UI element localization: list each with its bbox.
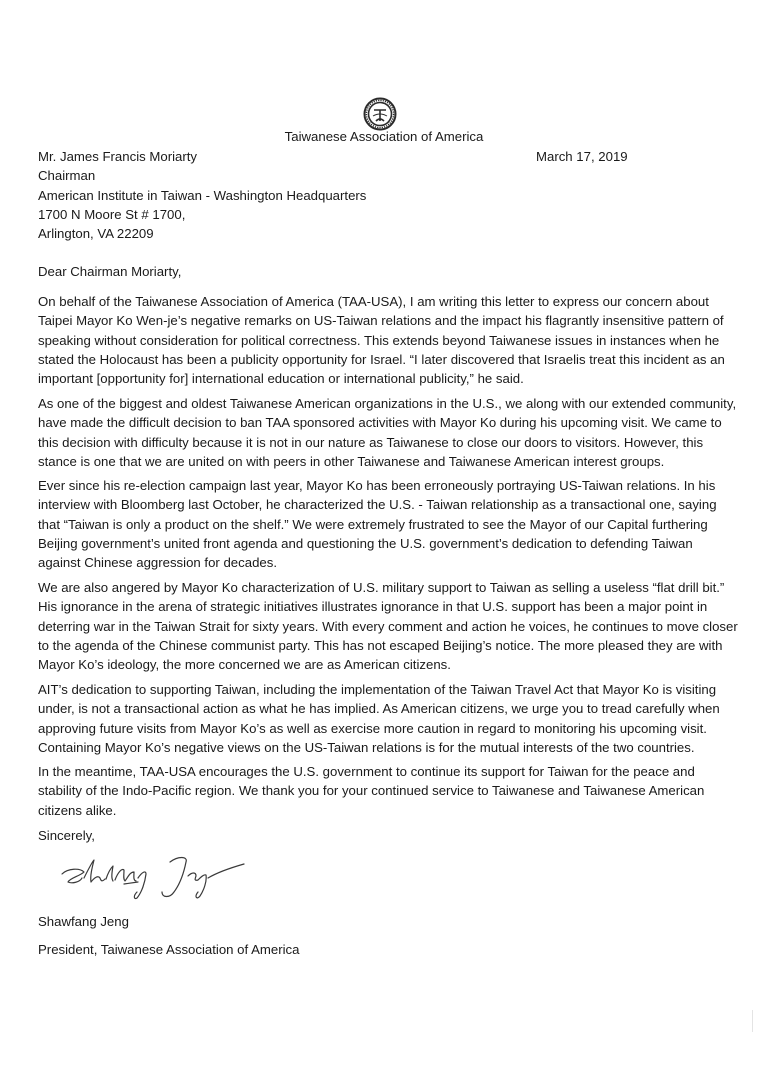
paragraph-line: Taipei Mayor Ko Wen-je’s negative remarks on US-Taiwan relations and the impact his flagrantly insensitive pattern of	[38, 313, 724, 329]
paragraph-line: have made the difficult decision to ban TAA sponsored activities with Mayor Ko during his upcoming visit. We came to	[38, 415, 722, 431]
paragraph-line: As one of the biggest and oldest Taiwanese American organizations in the U.S., we along with our extended community,	[38, 396, 737, 411]
recipient-title: Chairman	[38, 168, 96, 184]
paragraph-line: stated the Holocaust has been a publicity opportunity for Israel. “I later discovered that Israelis treat this incident as an	[38, 351, 725, 367]
paragraph-line: under, is not a transactional action as what he has implied. As American citizens, we urge you to tread carefully when	[38, 701, 720, 717]
paragraph-line: On behalf of the Taiwanese Association of America (TAA-USA), I am writing this letter to express our concern about	[38, 294, 709, 309]
paragraph-line: citizens alike.	[38, 802, 117, 818]
paragraph-line: stance is one that we are united on with peers in other Taiwanese and Taiwanese American interest groups.	[38, 453, 665, 469]
page-edge-mark	[752, 1010, 753, 1032]
recipient-address	[38, 147, 366, 243]
paragraph-line: against Chinese aggression for decades.	[38, 555, 277, 571]
paragraph-line: speaking without consideration for political correctness. This extends beyond Taiwanese issues in instances when he	[38, 332, 720, 348]
paragraph-line: approving future visits from Mayor Ko’s as well as exercise more caution in regard to monitoring his upcoming visit.	[38, 720, 707, 736]
body-paragraph	[38, 292, 730, 388]
letter-date: March 17, 2019	[536, 149, 628, 164]
paragraph-line: this decision with difficulty because it is not in our nature as Taiwanese to close our doors to visitors. However, this	[38, 434, 704, 450]
body-paragraph	[38, 762, 730, 820]
body-paragraph	[38, 578, 738, 674]
organization-seal-icon	[363, 97, 397, 131]
signer-name: Shawfang Jeng	[38, 914, 129, 929]
paragraph-line: interview with Bloomberg last October, he characterized the U.S. - Taiwan relationship as a transactional one, saying	[38, 497, 717, 513]
paragraph-line: Beijing government’s united front agenda and questioning the U.S. government’s dedication to defending Taiwan	[38, 535, 693, 551]
paragraph-line: Ever since his re-election campaign last year, Mayor Ko has been erroneously portraying US-Taiwan relations. In his	[38, 478, 716, 493]
handwritten-signature	[58, 848, 248, 903]
paragraph-line: to the agenda of the Chinese communist party. This has not escaped Beijing’s notice. The more pleased they are with	[38, 637, 723, 653]
body-paragraph	[38, 394, 737, 471]
paragraph-line: that “Taiwan is only a product on the shelf.” We were extremely frustrated to see the Mayor of our Capital furthering	[38, 516, 708, 532]
recipient-organization: American Institute in Taiwan - Washington Headquarters	[38, 187, 367, 203]
closing: Sincerely,	[38, 828, 95, 843]
body-paragraph	[38, 476, 730, 572]
paragraph-line: deterring war in the Taiwan Strait for sixty years. With every comment and action he voices, he continues to move closer	[38, 618, 738, 634]
paragraph-line: important [opportunity for] international education or international publicity,” he said.	[38, 371, 524, 387]
paragraph-line: AIT’s dedication to supporting Taiwan, including the implementation of the Taiwan Travel Act that Mayor Ko is visiting	[38, 682, 717, 697]
recipient-city: Arlington, VA 22209	[38, 226, 154, 242]
paragraph-line: In the meantime, TAA-USA encourages the U.S. government to continue its support for Taiwan for the peace and	[38, 764, 695, 779]
recipient-street: 1700 N Moore St # 1700,	[38, 206, 186, 222]
signer-title: President, Taiwanese Association of America	[38, 942, 300, 957]
paragraph-line: His ignorance in the arena of strategic initiatives illustrates ignorance in that U.S. support has been a major point in	[38, 599, 708, 615]
body-paragraph	[38, 680, 730, 757]
paragraph-line: We are also angered by Mayor Ko characterization of U.S. military support to Taiwan as selling a useless “flat drill bit.”	[38, 580, 725, 595]
paragraph-line: Mayor Ko’s ideology, the more concerned we are as American citizens.	[38, 657, 451, 673]
salutation: Dear Chairman Moriarty,	[38, 264, 182, 279]
recipient-name: Mr. James Francis Moriarty	[38, 149, 198, 164]
paragraph-line: Containing Mayor Ko’s negative views on the US-Taiwan relations is for the mutual interests of the two countries.	[38, 739, 695, 755]
paragraph-line: stability of the Indo-Pacific region. We thank you for your continued service to Taiwanese and Taiwanese American	[38, 783, 705, 799]
organization-name: Taiwanese Association of America	[284, 129, 484, 144]
